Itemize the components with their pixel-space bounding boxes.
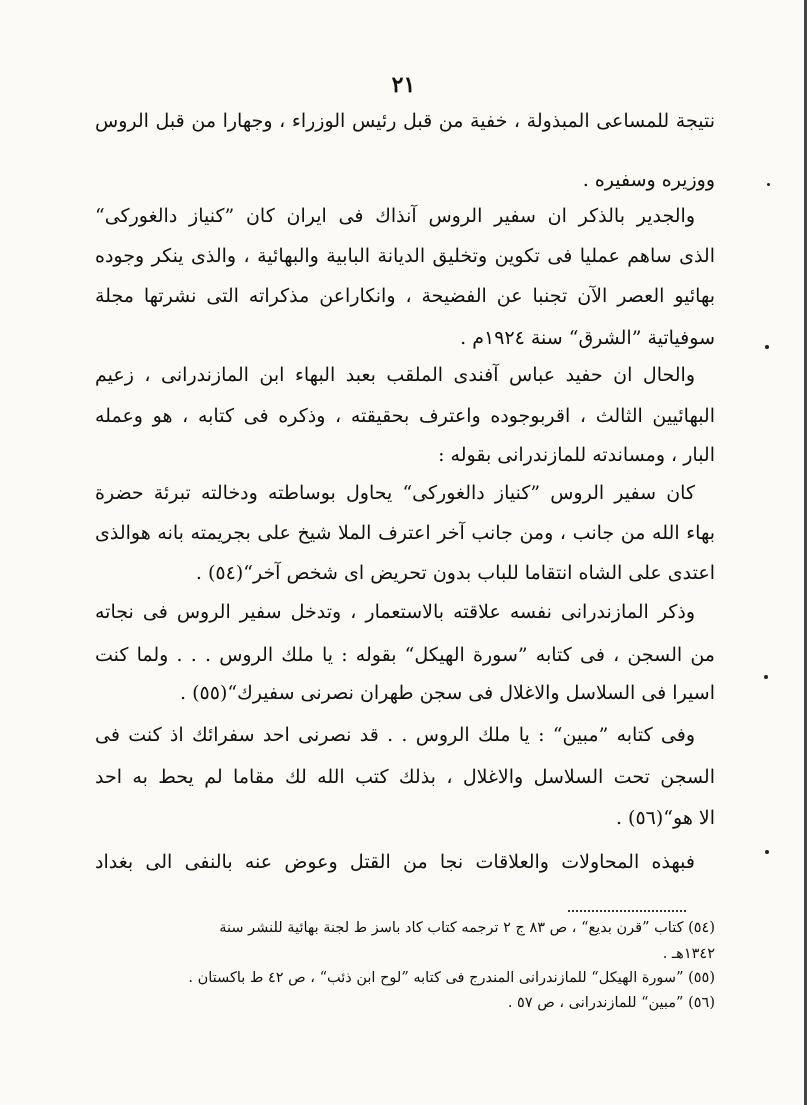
text-line: سوفياتية ”الشرق“ سنة ١٩٢٤م .	[460, 327, 715, 349]
text-line: وذكر المازندرانى نفسه علاقته بالاستعمار ، وتدخل سفير الروس فى نجاته	[95, 601, 695, 623]
text-line: بهائيو العصر الآن تجنبا عن الفضيحة ، وانكاراعن مذكراته التى نشرتها مجلة	[95, 285, 715, 307]
text-line: والحال ان حفيد عباس آفندى الملقب بعبد البهاء ابن المازندرانى ، زعيم	[95, 364, 695, 386]
scan-speck	[767, 183, 770, 186]
text-line: البهائيين الثالث ، اقربوجوده واعترف بحقيقته ، وذكره فى كتابه ، هو وعمله	[95, 405, 715, 427]
footnote: (٥٤) كتاب ”قرن بديع“ ، ص ٨٣ ج ٢ ترجمه كتاب كاد باسز ط لجنة بهائية للنشر سنة	[219, 920, 715, 936]
footnote: ١٣٤٢هـ .	[662, 946, 715, 962]
text-line: بهاء الله من جانب ، ومن جانب آخر اعترف الملا شيخ على بجريمته بانه هوالذى	[95, 522, 715, 544]
text-line: الا هو“(٥٦) .	[615, 807, 715, 829]
text-line: وفى كتابه ”مبين“ : يا ملك الروس . . قد نصرنى احد سفرائك اذ كنت فى	[95, 724, 695, 746]
text-line: والجدير بالذكر ان سفير الروس آنذاك فى ايران كان ”كنياز دالغوركى“	[95, 205, 695, 227]
text-line: اعتدى على الشاه انتقاما للباب بدون تحريض اى شخص آخر“(٥٤) .	[195, 562, 715, 584]
text-line: من السجن ، فى كتابه ”سورة الهيكل“ بقوله : يا ملك الروس . . . ولما كنت	[95, 644, 715, 666]
footnote-separator	[568, 910, 686, 912]
footnote: (٥٥) ”سورة الهيكل“ للمازندرانى المندرج فى كتابه ”لوح ابن ذئب“ ، ص ٤٢ ط باكستان .	[188, 970, 715, 986]
text-line: فبهذه المحاولات والعلاقات نجا من القتل وعوض عنه بالنفى الى بغداد	[95, 851, 695, 873]
scan-speck	[764, 675, 768, 679]
footnote: (٥٦) ”مبين“ للمازندرانى ، ص ٥٧ .	[507, 995, 715, 1011]
text-line: نتيجة للمساعى المبذولة ، خفية من قبل رئيس الوزراء ، وجهارا من قبل الروس	[95, 110, 715, 132]
text-line: اسيرا فى السلاسل والاغلال فى سجن طهران نصرنى سفيرك“(٥٥) .	[180, 682, 715, 704]
text-line: كان سفير الروس ”كنياز دالغوركى“ يحاول بوساطته ودخالته تبرئة حضرة	[95, 482, 695, 504]
text-line: السجن تحت السلاسل والاغلال ، بذلك كتب الله لك مقاما لم يحط به احد	[95, 766, 715, 788]
page-number: ٢١	[391, 72, 416, 98]
text-line: البار ، ومساندته للمازندرانى بقوله :	[438, 444, 715, 466]
scan-speck	[765, 850, 769, 854]
text-line: ووزيره وسفيره .	[582, 169, 715, 191]
text-line: الذى ساهم عمليا فى تكوين وتخليق الديانة البابية والبهائية ، والذى ينكر وجوده	[95, 245, 715, 267]
scan-speck	[765, 345, 769, 349]
